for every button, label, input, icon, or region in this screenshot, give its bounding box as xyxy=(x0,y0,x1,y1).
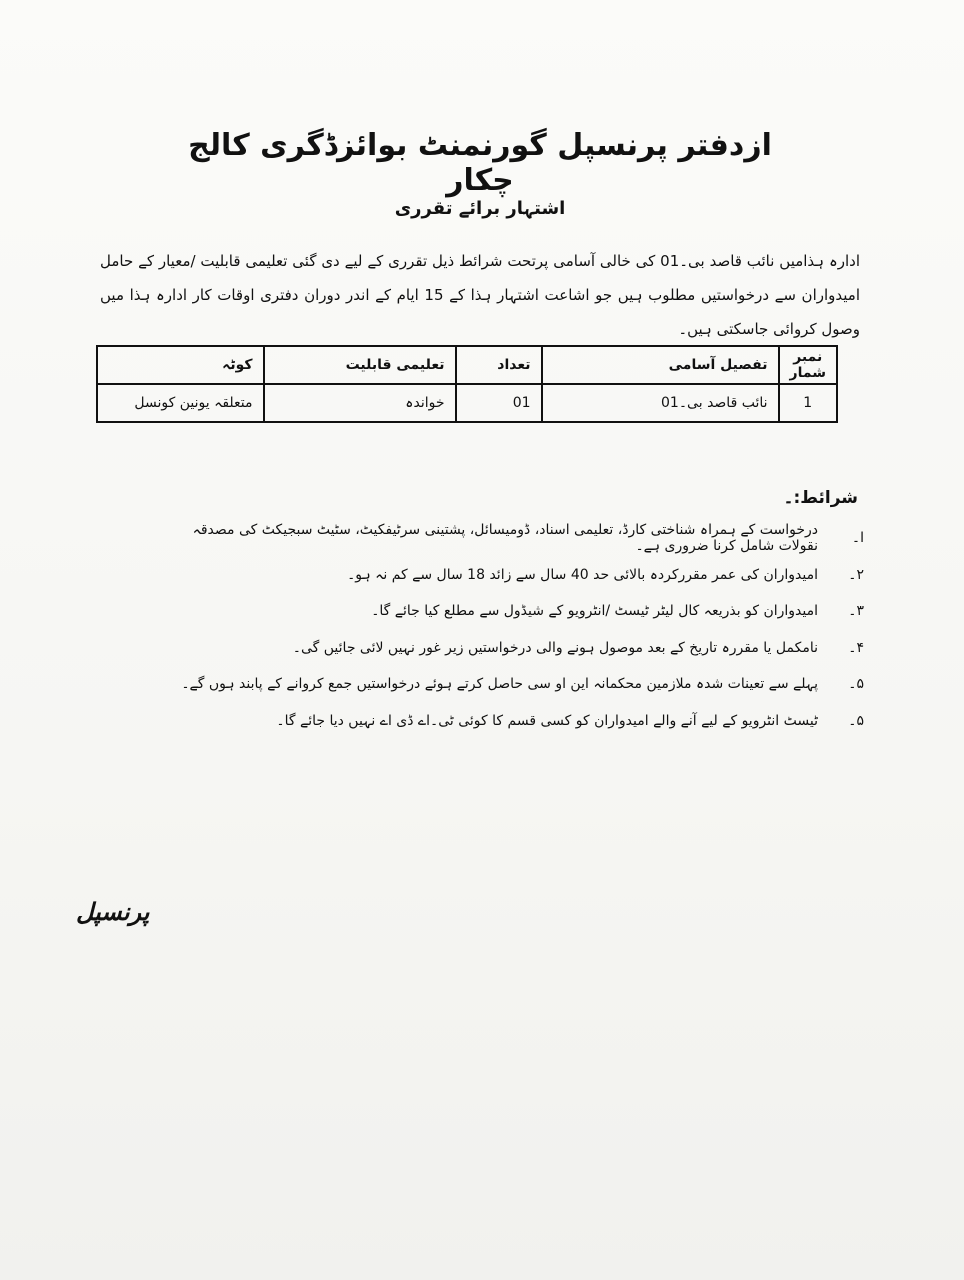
principal-signature: پرنسپل xyxy=(76,898,150,926)
condition-text: پہلے سے تعینات شدہ ملازمین محکمانہ این او سی حاصل کرتے ہوئے درخواستیں جمع کروانے کے پابند ہوں گے۔ xyxy=(181,676,818,693)
conditions-heading: شرائط:۔ xyxy=(783,488,858,508)
notice-subtitle: اشتہار برائے تقرری xyxy=(394,198,566,219)
list-item xyxy=(164,557,864,594)
condition-text: امیدواران کو بذریعہ کال لیٹر ٹیسٹ /انٹرویو کے شیڈول سے مطلع کیا جائے گا۔ xyxy=(371,603,818,620)
conditions-list xyxy=(164,520,864,739)
condition-text: امیدواران کی عمر مقررکردہ بالائی حد 40 سال سے زائد 18 سال سے کم نہ ہو۔ xyxy=(347,566,818,583)
cell-post-detail: نائب قاصد بی۔01 xyxy=(542,384,779,422)
table-header-row xyxy=(97,346,837,384)
list-item xyxy=(164,703,864,740)
list-item xyxy=(164,630,864,667)
list-item xyxy=(164,520,864,557)
header-quota: کوٹہ xyxy=(97,346,264,384)
condition-number: ۲۔ xyxy=(848,566,864,583)
header-serial-no: نمبر شمار xyxy=(779,346,837,384)
list-item xyxy=(164,593,864,630)
condition-number: ۳۔ xyxy=(848,603,864,620)
cell-count: 01 xyxy=(456,384,542,422)
condition-number: ۵۔ xyxy=(848,676,864,693)
condition-number: ۴۔ xyxy=(848,639,864,656)
intro-paragraph: ادارہ ہذامیں نائب قاصد بی۔01 کی خالی آسامی پرتحت شرائط ذیل تقرری کے لیے دی گئی تعلیمی قابلیت /معیار کے حامل امیدواران سے درخواستیں مطلوب ہیں جو اشاعت اشتہار ہذا کے 15 ایام کے اندر دوران دفتری اوقات کار ادارہ ہذا میں وصول کروائی جاسکتی ہیں۔ xyxy=(100,252,860,338)
condition-number: ۵۔ xyxy=(848,712,864,729)
list-item xyxy=(164,666,864,703)
condition-text: درخواست کے ہمراہ شناختی کارڈ، تعلیمی اسناد، ڈومیسائل، پشتینی سرٹیفکیٹ، سٹیٹ سبجیکٹ کی مصدقہ نقولات شامل کرنا ضروری ہے۔ xyxy=(192,522,818,555)
cell-quota: متعلقہ یونین کونسل xyxy=(97,384,264,422)
header-count: تعداد xyxy=(456,346,542,384)
notice-title: ازدفتر پرنسپل گورنمنٹ بوائزڈگری کالج چکار xyxy=(188,128,772,198)
header-post-detail: تفصیل آسامی xyxy=(542,346,779,384)
cell-serial-no: 1 xyxy=(779,384,837,422)
condition-text: نامکمل یا مقررہ تاریخ کے بعد موصول ہونے والی درخواستیں زیر غور نہیں لائی جائیں گی۔ xyxy=(292,639,818,656)
condition-text: ٹیسٹ انٹرویو کے لیے آنے والے امیدواران کو کسی قسم کا کوئی ٹی۔اے ڈی اے نہیں دیا جائے گا۔ xyxy=(276,712,818,729)
cell-education: خواندہ xyxy=(264,384,456,422)
table-row xyxy=(97,384,837,422)
vacancy-table xyxy=(96,345,838,423)
header-education: تعلیمی قابلیت xyxy=(264,346,456,384)
condition-number: ا۔ xyxy=(851,530,864,547)
